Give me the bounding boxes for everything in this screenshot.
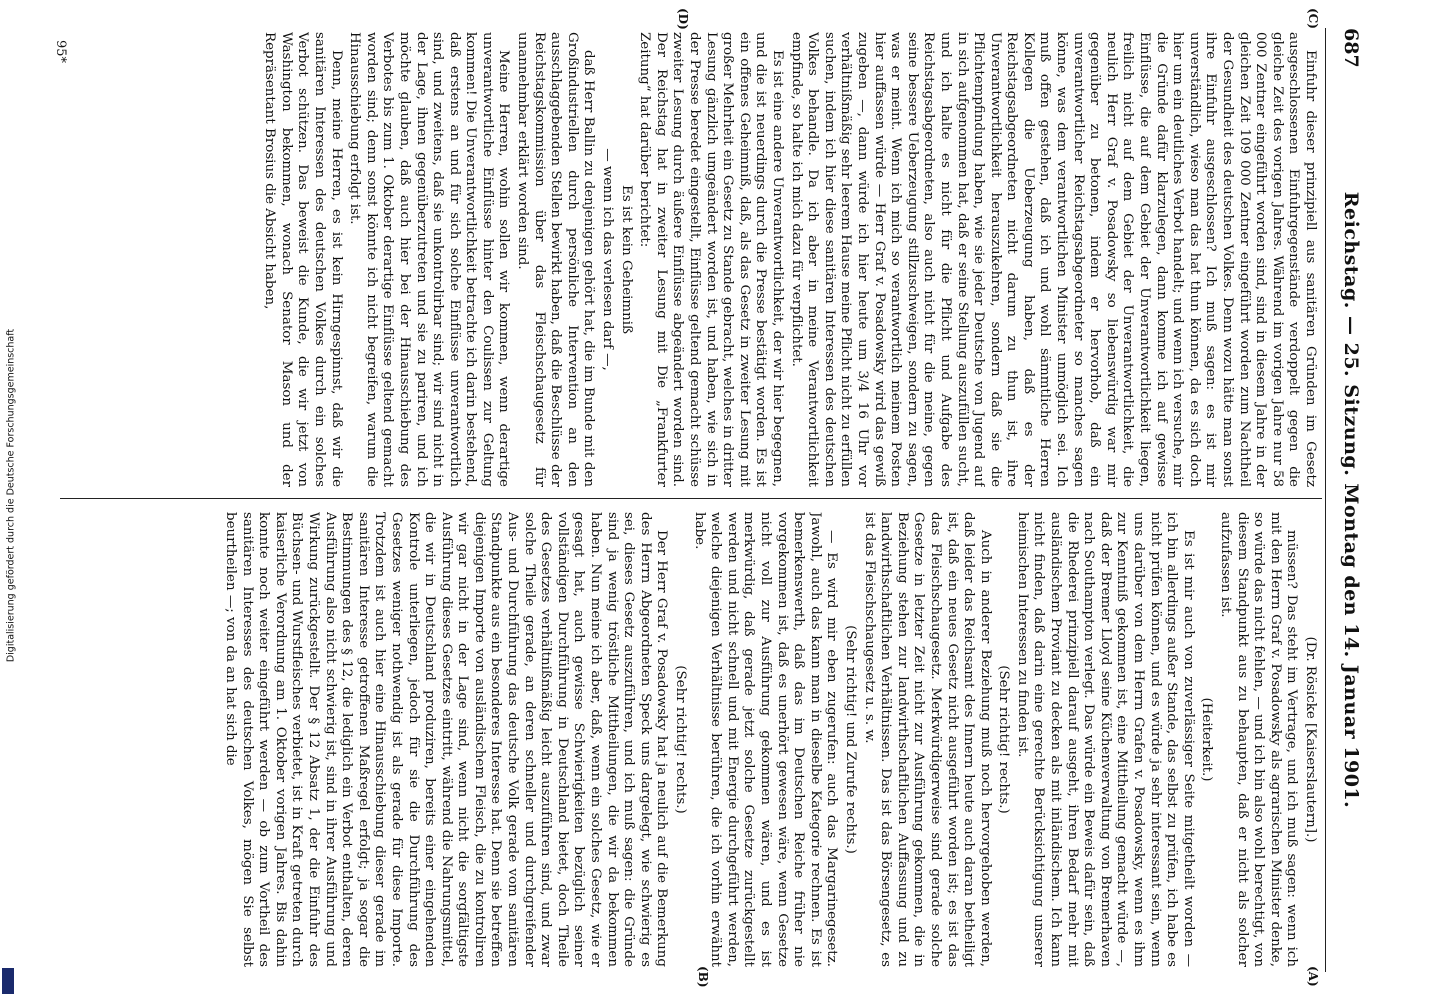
margin-mark-d: (D) [676, 8, 690, 30]
interjection: (Sehr richtig! und Zurufe rechts.) [842, 625, 858, 854]
left-column [58, 32, 1318, 487]
paragraph: Der Herr Graf v. Posadowsky hat ja neulich auf die Bemerkung des Herrn Abgeordneten Speck uns dargelegt, wie schwierig es sei, dieses Gesetz auszuführen, und ich muß sagen: die Gründe sind ja wenig tröstliche Mittheilungen, die wir da bekommen haben. Nun meine ich aber, daß, wenn ein solches Gesetz, wie er gesagt hat, auch gewisse Schwierigkeiten bezüglich seiner vollständigen Durchführung in Deutschland bietet, doch Theile des Gesetzes verhältnißmäßig leicht auszuführen sind, und zwar solche Theile gerade, an deren schneller und durchgreifender Aus- und Durchführung das deutsche Volk gerade vom sanitären Standpunkte aus ein besonderes Interesse hat. Denn sie betreffen diejenigen Importe von ausländischem Fleisch, die zu kontroliren wir gar nicht in der Lage sind, wenn nicht die sorgfältigste Ausführung dieses Gesetzes eintritt, während die Nahrungsmittel, die wir in Deutschland produziren, bereits einer eingehenden Kontrole unterliegen, jedoch für sie die Durchführung des Gesetzes weniger nothwendig ist als gerade für diese Importe. Trotzdem ist auch hier eine Hinausschiebung dieser gerade im sanitären Interesse getroffenen Maßregel erfolgt; ja sogar die Bestimmungen des § 12, die lediglich ein Verbot enthalten, deren Ausführung also nicht schwierig ist, sind in ihrer Ausführung und Wirkung zurückgestellt. Der § 12 Absatz 1, der die Einfuhr des Büchsen- und Wurstfleisches verbietet, ist in Kraft getreten durch kaiserliche Verordnung am 1. Oktober vorigen Jahres. Bis dahin konnte noch weiter eingeführt werden — ob zum Vortheil des sanitären Interesses des deutschen Volkes, mögen Sie selbst beurtheilen —; von da an hat sich die [223, 512, 670, 967]
margin-mark-a: (A) [1306, 966, 1320, 987]
paragraph: Es ist mir auch von zuverlässiger Seite mitgetheilt worden — ich bin allerdings außer Stande, das selbst zu prüfen, ich habe es nicht prüfen können, und es würde ja sehr interessant sein, wenn uns darüber von dem Herrn Grafen v. Posadowsky, wenn es ihm zur Kenntniß gekommen ist, eine Mittheilung gemacht würde —, daß der Bremer Lloyd seine Küchenverwaltung von Bremerhaven nach Southampton verlegt. Das würde ein Beweis dafür sein, daß die Rhederei prinzipiell darauf ausgeht, ihren Bedarf mehr mit ausländischem Proviant zu decken als mit inländischem. Ich kann nicht finden, daß darin eine gerechte Berücksichtigung unserer heimischen Interessen zu finden ist. [1014, 512, 1196, 967]
paragraph: müssen? Das steht im Vertrage, und ich muß sagen: wenn ich mit den Herrn Graf v. Posadowsky als agrarischen Minister denke, so würde das nicht fehlen, — und ich bin also wohl berechtigt, von diesem Standpunkt aus zu behaupten, daß er nicht als solcher aufzufassen ist. [1218, 512, 1300, 967]
speaker-line: (Dr. Rösicke [Kaiserslautern].) [1303, 636, 1318, 843]
right-column [58, 512, 1318, 967]
digitization-footer [1, 0, 15, 1000]
paragraph: Es ist eine andere Unverantwortlichkeit, der wir hier begegnen, und die ist neuerdings durch die Presse bestätigt worden. Es ist ein offenes Geheimniß, daß, als das Gesetz in zweiter Lesung mit großer Mehrheit ein Gesetz zu Stande gebracht, welches in dritter Lesung gänzlich umgeändert worden ist, und haben, wie sich in der Presse beredet eingestellt, Einflüsse geltend gemacht schüsse zweiter Lesung durch äußere Einflüsse abgeändert worden sind. Der Reichstag hat in zweiter Lesung mit Die „Frankfurter Zeitung“ hat darüber berichtet: [637, 32, 785, 487]
page-header [1332, 28, 1362, 972]
interjection: (Sehr richtig! rechts.) [673, 665, 689, 814]
interjection: (Sehr richtig! rechts.) [996, 665, 1012, 814]
page-title: Reichstag. — 25. Sitzung. Montag den 14. Januar 1901. [1340, 191, 1362, 809]
newspaper-page [50, 0, 1390, 1000]
paragraph: Meine Herren, wohin sollen wir kommen, wenn derartige unverantwortliche Einflüsse hinter den Coulissen zur Geltung kommen! Die Unverantwortlichkeit betrachte ich darin bestehend, daß erstens an und für sich solche Einflüsse unverantwortlich sind, und zweitens, daß sie unkontrolirbar sind; wir sind nicht in der Lage, ihnen gegenüberzutreten und sie zu pariren, und ich möchte glauben, daß auch hier bei der Hinausschiebung des Verbotes bis zum 1. Oktober derartige Einflüsse geltend gemacht worden sind; denn sonst könnte ich nicht begreifen, warum die Hinausschiebung erfolgt ist. [347, 32, 512, 487]
margin-mark-c: (C) [1306, 8, 1320, 29]
dfg-logo-icon [2, 968, 14, 994]
page-number: 687 [1340, 28, 1362, 68]
signature-mark: 95* [53, 40, 68, 64]
interjection: (Heiterkeit.) [1199, 697, 1215, 782]
paragraph: — Es wird mir eben zugerufen: auch das Margarinegesetz. Jawohl, auch das kann man in dieselbe Kategorie rechnen. Es ist bemerkenswerth, daß das im Deutschen Reiche früher nie vorgekommen ist, daß es unerhört gewesen wäre, wenn Gesetze nicht voll zur Ausführung gekommen wären, und es ist merkwürdig, daß gerade jetzt solche Gesetze zurückgestellt werden und nicht schnell und mit Energie durchgeführt werden, welche diejenigen Verhältnisse berühren, die ich vorhin erwähnt habe. [691, 512, 840, 967]
paragraph: daß Herr Ballin zu denjenigen gehört hat, die im Bunde mit den Großindustriellen durch persönliche Intervention an den ausschlaggebenden Stellen bewirkt haben, daß die Beschlüsse der Reichstagskommission über das Fleischschaugesetz für unannehmbar erklärt worden sind. [515, 32, 597, 487]
paragraph: Einfuhr dieser prinzipiell aus sanitären Gründen im Gesetz ausgeschlossenen Einfuhrgegenstände verdoppelt gegen die gleiche Zeit des vorigen Jahres. Während im vorigen Jahre nur 58 000 Zentner eingeführt worden sind, sind in diesem Jahre in der gleichen Zeit 109 000 Zentner eingeführt worden zum Nachtheil der Gesundheit des deutschen Volkes. Denn wozu hätte man sonst ihre Einfuhr ausgeschlossen? Ich muß sagen: es ist mir unverständlich, wieso man das hat thun können, da es sich doch hier um ein deutliches Verbot handelt; und wenn ich versuche, mir die Gründe dafür klarzulegen, dann komme ich auf gewisse Einflüsse, die auf dem Gebiet der Unverantwortlichkeit liegen, freilich nicht auf dem Gebiet der Unverantwortlichkeit, die neulich Herr Graf v. Posadowsky so liebenswürdig war mir gegenüber zu betonen, indem er hervorhob, daß ein unverantwortlicher Reichstagsabgeordneter so manches sagen könne, was dem verantwortlichen Minister unmöglich sei. Ich muß offen gestehen, daß ich und wohl sämmtliche Herren Kollegen die Ueberzeugung haben, daß es der Reichstagsabgeordneten nicht darum zu thun ist, ihre Unverantwortlichkeit herauszukehren, sondern daß sie die Pflichtempfindung haben, wie sie jeder Deutsche von Jugend auf in sich aufgenommen hat, daß er seine Stellung auszufüllen sucht, und ich halte es nicht für die Pflicht und Aufgabe des Reichstagsabgeordneten, also auch nicht für die meine, gegen seine bessere Ueberzeugung stillzuschweigen, sondern zu sagen, was er meint. Wenn ich mich so verantwortlich meinem Posten hier auffassen würde — Herr Graf v. Posadowsky wird das gewiß zugeben —, dann würde ich hier heute um 3/4 16 Uhr vor verhältnißmäßig sehr leerem Hause meine Pflicht nicht zu erfüllen suchen, indem ich hier diese sanitären Interessen des deutschen Volkes behandle. Da ich aber in meine Verantwortlichkeit empfinde, so halte ich mich dazu für verpflichtet. [788, 32, 1318, 487]
footer-text: Digitalisierung gefördert durch die Deutsche Forschungsgemeinschaft [5, 328, 17, 663]
quote-line: — wenn ich das verlesen darf —, [600, 148, 616, 371]
margin-mark-b: (B) [696, 966, 710, 988]
paragraph: Denn, meine Herren, es ist kein Hirngespinnst, daß wir die sanitären Interessen des deutschen Volkes durch ein solches Verbot schützen. Das beweist die Kunde, die wir jetzt von Washington bekommen, wonach Senator Mason und der Repräsentant Brosius die Absicht haben, [262, 32, 344, 487]
paragraph: Auch in anderer Beziehung muß noch hervorgehoben werden, daß leider das Reichsamt des Innern heute auch daran betheiligt ist, daß ein neues Gesetz nicht ausgeführt worden ist; es ist das das Fleischschaugesetz. Merkwürdigerweise sind gerade solche Gesetze in letzter Zeit nicht zur Ausführung gekommen, die in Beziehung stehen zur landwirthschaftlichen Auffassung und zu landwirthschaftlichen Verhältnissen. Das ist das Börsengesetz, es ist das Fleischschaugesetz u. s. w. [861, 512, 993, 967]
header-rule [1325, 28, 1326, 972]
column-divider [60, 498, 1322, 499]
quote-line: Es ist kein Geheimniß [618, 185, 634, 334]
